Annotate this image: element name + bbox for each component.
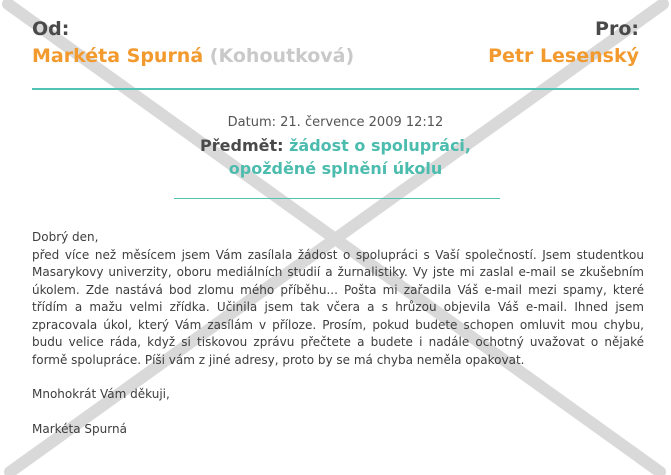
recipient-name: Petr Lesenský [488, 45, 639, 67]
sender-name-text: Markéta Spurná [32, 45, 204, 67]
header-divider [32, 88, 639, 90]
from-label: Od: [32, 18, 70, 40]
closing: Mnohokrát Vám děkuji, [32, 387, 170, 401]
signature: Markéta Spurná [32, 421, 127, 436]
subject-label: Předmět: [200, 136, 284, 155]
sender-name [32, 45, 354, 67]
to-label: Pro: [595, 18, 639, 40]
subject-line-2: opožděné splnění úkolu [228, 159, 443, 178]
body-paragraph: před více než měsícem jsem Vám zasílala žádost o spolupráci s Vaší společností. Jsem studentkou Masarykovy univerzity, oboru mediálních studií a žurnalistiky. Vy jste mi zaslal e-mail se zkušebním úkolem. Zde nastává bod zlomu mého příběhu... Pošta mi zařadila Váš e-mail mezi spamy, které třídím a mažu velmi zřídka. Učinila jsem tak včera a s hrůzou objevila Váš e-mail. Ihned jsem zpracovala úkol, který Vám zasílám v příloze. Prosím, pokud budete schopen omluvit mou chybu, budu velice ráda, když si tiskovou zprávu přečtete a budete i nadále ochotný uvažovat o nějaké formě spolupráce. Píši vám z jiné adresy, proto by se má chyba neměla opakovat. [32, 247, 644, 367]
sender-maiden-name: (Kohoutková) [209, 45, 355, 67]
subject-line-1: žádost o spolupráci, [289, 136, 471, 155]
date-line: Datum: 21. července 2009 12:12 [227, 115, 444, 130]
letter-body [32, 229, 644, 438]
greeting: Dobrý den, [32, 230, 99, 244]
subject [0, 134, 671, 180]
subject-divider [174, 198, 500, 199]
